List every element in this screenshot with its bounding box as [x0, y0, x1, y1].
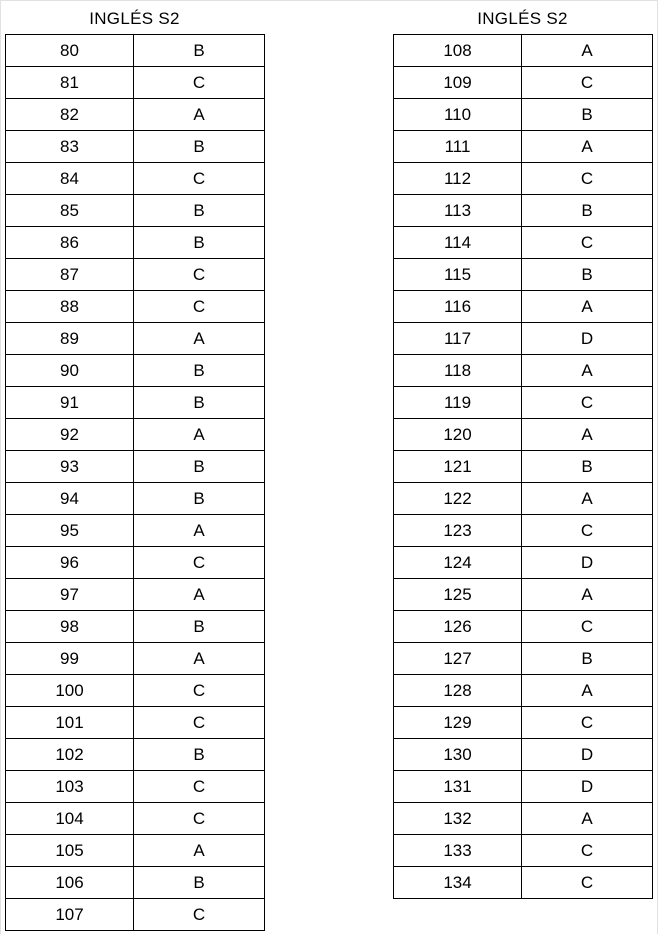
table-row	[6, 547, 265, 579]
answer-letter-cell: C	[134, 291, 265, 323]
table-row	[6, 195, 265, 227]
answer-letter-cell: C	[522, 515, 653, 547]
question-number-cell: 101	[6, 707, 134, 739]
answer-letter-cell: C	[522, 867, 653, 899]
answer-letter-cell: A	[522, 483, 653, 515]
table-row	[394, 291, 653, 323]
answer-letter-cell: A	[522, 419, 653, 451]
answer-letter-cell: A	[134, 323, 265, 355]
question-number-cell: 134	[394, 867, 522, 899]
answer-letter-cell: A	[522, 675, 653, 707]
answer-letter-cell: C	[522, 707, 653, 739]
table-row	[394, 803, 653, 835]
question-number-cell: 96	[6, 547, 134, 579]
table-row	[6, 643, 265, 675]
question-number-cell: 130	[394, 739, 522, 771]
question-number-cell: 80	[6, 35, 134, 67]
table-row	[6, 579, 265, 611]
answer-letter-cell: B	[134, 387, 265, 419]
answer-letter-cell: C	[522, 387, 653, 419]
table-row	[6, 835, 265, 867]
question-number-cell: 112	[394, 163, 522, 195]
answer-letter-cell: B	[134, 35, 265, 67]
answer-letter-cell: C	[134, 707, 265, 739]
question-number-cell: 131	[394, 771, 522, 803]
answer-letter-cell: C	[134, 899, 265, 931]
answer-letter-cell: B	[522, 643, 653, 675]
table-row	[6, 771, 265, 803]
question-number-cell: 125	[394, 579, 522, 611]
answer-letter-cell: B	[522, 195, 653, 227]
question-number-cell: 121	[394, 451, 522, 483]
question-number-cell: 82	[6, 99, 134, 131]
table-row	[394, 643, 653, 675]
table-row	[6, 899, 265, 931]
table-row	[394, 835, 653, 867]
table-row	[6, 419, 265, 451]
answer-letter-cell: C	[134, 163, 265, 195]
answer-letter-cell: C	[134, 803, 265, 835]
answer-letter-cell: B	[134, 195, 265, 227]
answer-letter-cell: B	[134, 451, 265, 483]
table-row	[394, 99, 653, 131]
question-number-cell: 94	[6, 483, 134, 515]
question-number-cell: 84	[6, 163, 134, 195]
answer-letter-cell: D	[522, 739, 653, 771]
table-row	[6, 867, 265, 899]
answer-letter-cell: B	[134, 867, 265, 899]
answer-letter-cell: B	[522, 451, 653, 483]
table-row	[6, 131, 265, 163]
answer-letter-cell: A	[522, 579, 653, 611]
question-number-cell: 88	[6, 291, 134, 323]
answer-letter-cell: A	[522, 291, 653, 323]
table-row	[6, 227, 265, 259]
question-number-cell: 107	[6, 899, 134, 931]
table-row	[394, 451, 653, 483]
table-row	[6, 99, 265, 131]
table-row	[394, 259, 653, 291]
question-number-cell: 83	[6, 131, 134, 163]
table-row	[6, 35, 265, 67]
left-answer-table-body	[6, 35, 265, 931]
question-number-cell: 104	[6, 803, 134, 835]
question-number-cell: 128	[394, 675, 522, 707]
table-row	[394, 419, 653, 451]
table-row	[394, 707, 653, 739]
question-number-cell: 122	[394, 483, 522, 515]
answer-letter-cell: A	[134, 515, 265, 547]
question-number-cell: 90	[6, 355, 134, 387]
question-number-cell: 132	[394, 803, 522, 835]
table-row	[394, 35, 653, 67]
answer-letter-cell: A	[522, 355, 653, 387]
table-row	[394, 387, 653, 419]
answer-letter-cell: B	[134, 131, 265, 163]
answer-letter-cell: D	[522, 547, 653, 579]
table-row	[394, 227, 653, 259]
table-row	[6, 803, 265, 835]
question-number-cell: 129	[394, 707, 522, 739]
question-number-cell: 93	[6, 451, 134, 483]
table-row	[6, 259, 265, 291]
question-number-cell: 127	[394, 643, 522, 675]
question-number-cell: 108	[394, 35, 522, 67]
left-answer-block	[5, 0, 265, 931]
question-number-cell: 114	[394, 227, 522, 259]
answer-letter-cell: D	[522, 323, 653, 355]
answer-letter-cell: C	[522, 67, 653, 99]
sheet-gridline-left	[0, 0, 1, 934]
answer-letter-cell: B	[522, 259, 653, 291]
question-number-cell: 95	[6, 515, 134, 547]
question-number-cell: 110	[394, 99, 522, 131]
answer-letter-cell: C	[522, 611, 653, 643]
answer-letter-cell: A	[522, 35, 653, 67]
table-row	[394, 67, 653, 99]
table-row	[6, 67, 265, 99]
answer-letter-cell: D	[522, 771, 653, 803]
answer-letter-cell: C	[522, 835, 653, 867]
answer-letter-cell: A	[134, 643, 265, 675]
question-number-cell: 119	[394, 387, 522, 419]
question-number-cell: 116	[394, 291, 522, 323]
answer-letter-cell: B	[134, 483, 265, 515]
question-number-cell: 81	[6, 67, 134, 99]
answer-letter-cell: C	[522, 163, 653, 195]
answer-letter-cell: B	[522, 99, 653, 131]
question-number-cell: 87	[6, 259, 134, 291]
question-number-cell: 124	[394, 547, 522, 579]
question-number-cell: 86	[6, 227, 134, 259]
answer-letter-cell: A	[134, 99, 265, 131]
question-number-cell: 123	[394, 515, 522, 547]
question-number-cell: 89	[6, 323, 134, 355]
question-number-cell: 126	[394, 611, 522, 643]
table-row	[6, 483, 265, 515]
question-number-cell: 103	[6, 771, 134, 803]
table-row	[394, 579, 653, 611]
table-row	[394, 131, 653, 163]
answer-letter-cell: A	[134, 835, 265, 867]
question-number-cell: 97	[6, 579, 134, 611]
answer-letter-cell: C	[134, 675, 265, 707]
table-row	[394, 515, 653, 547]
right-table-title: INGLÉS S2	[477, 9, 568, 28]
table-row	[6, 707, 265, 739]
table-row	[6, 163, 265, 195]
question-number-cell: 109	[394, 67, 522, 99]
question-number-cell: 106	[6, 867, 134, 899]
right-answer-table-body	[394, 35, 653, 899]
left-answer-table	[5, 34, 265, 931]
table-row	[6, 323, 265, 355]
table-row	[6, 515, 265, 547]
question-number-cell: 105	[6, 835, 134, 867]
question-number-cell: 117	[394, 323, 522, 355]
question-number-cell: 120	[394, 419, 522, 451]
table-row	[394, 195, 653, 227]
question-number-cell: 92	[6, 419, 134, 451]
table-row	[394, 611, 653, 643]
right-answer-block	[393, 0, 653, 899]
table-row	[394, 323, 653, 355]
answer-letter-cell: A	[134, 579, 265, 611]
table-row	[394, 483, 653, 515]
answer-letter-cell: A	[134, 419, 265, 451]
table-row	[6, 739, 265, 771]
question-number-cell: 118	[394, 355, 522, 387]
answer-letter-cell: B	[134, 227, 265, 259]
question-number-cell: 98	[6, 611, 134, 643]
table-row	[394, 675, 653, 707]
right-answer-table	[393, 34, 653, 899]
table-row	[6, 387, 265, 419]
question-number-cell: 115	[394, 259, 522, 291]
table-row	[394, 739, 653, 771]
table-row	[394, 355, 653, 387]
question-number-cell: 99	[6, 643, 134, 675]
answer-letter-cell: C	[134, 547, 265, 579]
question-number-cell: 102	[6, 739, 134, 771]
answer-letter-cell: B	[134, 355, 265, 387]
table-row	[394, 867, 653, 899]
question-number-cell: 133	[394, 835, 522, 867]
answer-letter-cell: A	[522, 131, 653, 163]
table-row	[394, 547, 653, 579]
question-number-cell: 111	[394, 131, 522, 163]
question-number-cell: 91	[6, 387, 134, 419]
table-row	[394, 771, 653, 803]
table-row	[6, 675, 265, 707]
question-number-cell: 85	[6, 195, 134, 227]
answer-letter-cell: B	[134, 739, 265, 771]
table-row	[6, 451, 265, 483]
answer-letter-cell: C	[522, 227, 653, 259]
answer-letter-cell: A	[522, 803, 653, 835]
question-number-cell: 100	[6, 675, 134, 707]
table-row	[6, 355, 265, 387]
question-number-cell: 113	[394, 195, 522, 227]
answer-letter-cell: B	[134, 611, 265, 643]
answer-letter-cell: C	[134, 67, 265, 99]
table-row	[394, 163, 653, 195]
answer-letter-cell: C	[134, 771, 265, 803]
table-row	[6, 611, 265, 643]
answer-letter-cell: C	[134, 259, 265, 291]
table-row	[6, 291, 265, 323]
left-table-title: INGLÉS S2	[89, 9, 180, 28]
